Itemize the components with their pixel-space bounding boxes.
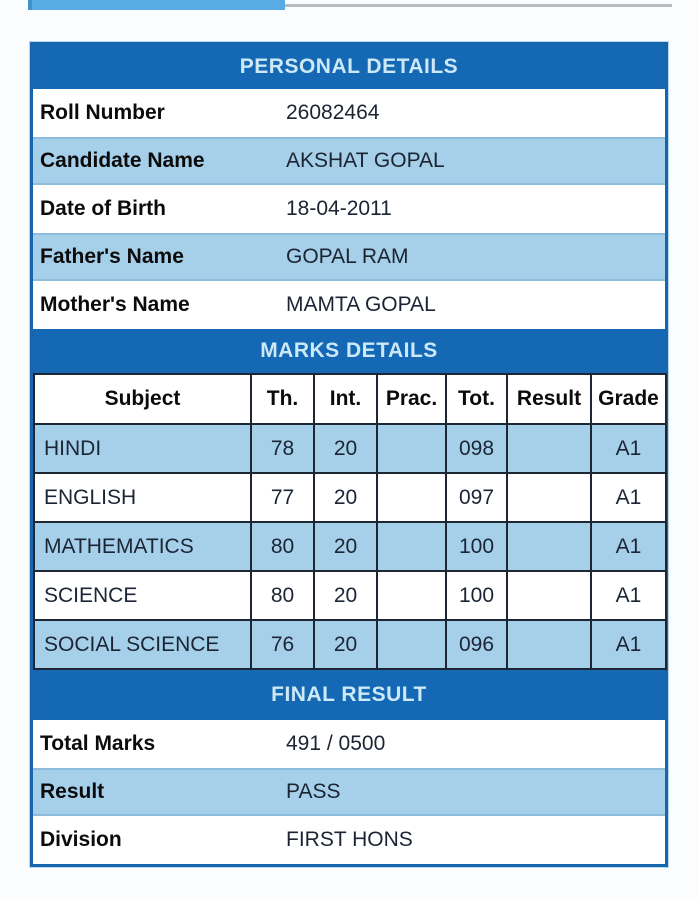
th-cell: 80 [251, 522, 314, 571]
personal-row-roll-number [33, 89, 665, 137]
row-value: 491 / 0500 [286, 732, 386, 755]
result-cell [507, 473, 591, 522]
prac-cell [377, 571, 446, 620]
tot-cell: 100 [446, 522, 507, 571]
final-row-result [33, 768, 665, 816]
table-row-social-science [34, 620, 666, 669]
th-cell: 76 [251, 620, 314, 669]
personal-row-candidate-name [33, 137, 665, 185]
column-header-subject: Subject [34, 374, 251, 424]
th-cell: 78 [251, 424, 314, 473]
th-cell: 77 [251, 473, 314, 522]
row-value: GOPAL RAM [286, 245, 409, 268]
row-value: AKSHAT GOPAL [286, 149, 445, 172]
grade-cell: A1 [591, 522, 666, 571]
result-card [30, 42, 668, 867]
column-header-grade: Grade [591, 374, 666, 424]
prac-cell [377, 620, 446, 669]
personal-row-date-of-birth [33, 185, 665, 233]
grade-cell: A1 [591, 620, 666, 669]
prac-cell [377, 473, 446, 522]
row-label: Division [40, 828, 122, 851]
row-label: Total Marks [40, 732, 156, 755]
int-cell: 20 [314, 522, 377, 571]
final-row-total-marks [33, 720, 665, 768]
subject-cell: SCIENCE [34, 571, 251, 620]
row-label: Candidate Name [40, 149, 205, 172]
personal-details-header: PERSONAL DETAILS [33, 45, 665, 89]
tot-cell: 100 [446, 571, 507, 620]
subject-cell: ENGLISH [34, 473, 251, 522]
result-cell [507, 522, 591, 571]
row-value: 18-04-2011 [286, 197, 392, 220]
result-cell [507, 571, 591, 620]
subject-cell: HINDI [34, 424, 251, 473]
column-header-int: Int. [314, 374, 377, 424]
grade-cell: A1 [591, 473, 666, 522]
personal-row-mothers-name [33, 281, 665, 329]
row-value: MAMTA GOPAL [286, 293, 436, 316]
int-cell: 20 [314, 571, 377, 620]
subject-cell: SOCIAL SCIENCE [34, 620, 251, 669]
progress-track [285, 4, 672, 7]
grade-cell: A1 [591, 424, 666, 473]
grade-cell: A1 [591, 571, 666, 620]
tot-cell: 098 [446, 424, 507, 473]
final-row-division [33, 816, 665, 864]
row-label: Roll Number [40, 101, 165, 124]
row-value: FIRST HONS [286, 828, 413, 851]
column-header-result: Result [507, 374, 591, 424]
row-label: Date of Birth [40, 197, 166, 220]
table-row-english [34, 473, 666, 522]
table-row-science [34, 571, 666, 620]
marks-details-header: MARKS DETAILS [33, 329, 665, 373]
tot-cell: 096 [446, 620, 507, 669]
personal-row-fathers-name [33, 233, 665, 281]
table-row-hindi [34, 424, 666, 473]
prac-cell [377, 522, 446, 571]
subject-cell: MATHEMATICS [34, 522, 251, 571]
tot-cell: 097 [446, 473, 507, 522]
prac-cell [377, 424, 446, 473]
table-row-mathematics [34, 522, 666, 571]
marks-table-header-row [34, 374, 666, 424]
final-result-header: FINAL RESULT [33, 670, 665, 720]
int-cell: 20 [314, 473, 377, 522]
column-header-tot: Tot. [446, 374, 507, 424]
row-value: PASS [286, 780, 341, 803]
result-cell [507, 424, 591, 473]
int-cell: 20 [314, 620, 377, 669]
row-label: Father's Name [40, 245, 184, 268]
row-value: 26082464 [286, 101, 380, 124]
row-label: Result [40, 780, 105, 803]
marks-table [33, 373, 667, 670]
th-cell: 80 [251, 571, 314, 620]
result-cell [507, 620, 591, 669]
int-cell: 20 [314, 424, 377, 473]
column-header-prac: Prac. [377, 374, 446, 424]
column-header-th: Th. [251, 374, 314, 424]
progress-bar [28, 0, 285, 10]
row-label: Mother's Name [40, 293, 190, 316]
